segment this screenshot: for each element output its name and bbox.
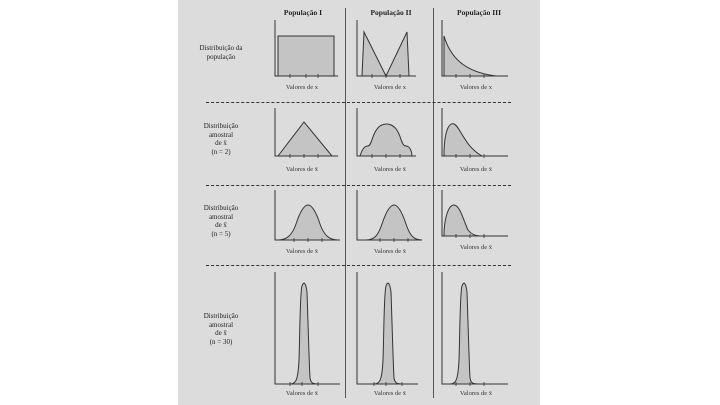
skewed-sampling-curve-n2: [444, 124, 482, 156]
row-label-n2: Distribuição amostral de x̄ (n = 2): [203, 122, 239, 156]
row-label-n30: Distribuição amostral de x̄ (n = 30): [203, 312, 239, 346]
skewed-sampling-curve-n5: [444, 205, 480, 236]
x-axis-label: Valores de x̄: [459, 244, 493, 251]
x-axis-label: Valores de x̄: [459, 390, 493, 397]
axis: [442, 272, 508, 384]
x-axis-label: Valores de x̄: [373, 248, 407, 255]
x-axis-label: Valores de x̄: [285, 166, 319, 173]
uniform-population-curve: [278, 36, 334, 76]
header-pop2: População II: [370, 8, 412, 17]
x-axis-label: Valores de x̄: [459, 166, 493, 173]
textbook-page: [178, 0, 540, 405]
header-pop3: População III: [457, 8, 501, 17]
x-axis-label: Valores de x: [373, 84, 407, 91]
x-axis-label: Valores de x: [459, 84, 493, 91]
x-axis-label: Valores de x̄: [285, 390, 319, 397]
bell-sampling-curve-n5: [278, 205, 338, 240]
skewed-population-curve: [444, 36, 496, 76]
narrow-normal-curve-n30: [450, 283, 478, 384]
narrow-normal-curve-n30: [290, 283, 318, 384]
row-label-n5: Distribuição amostral de x̄ (n = 5): [203, 204, 239, 238]
trimodal-sampling-curve: [360, 124, 412, 156]
header-pop1: População I: [283, 8, 323, 17]
x-axis-label: Valores de x̄: [373, 390, 407, 397]
narrow-normal-curve-n30: [374, 283, 402, 384]
triangular-sampling-curve: [278, 122, 332, 156]
row-label-population: Distribuição da população: [199, 44, 243, 61]
bell-sampling-curve-n5: [366, 205, 422, 240]
bimodal-population-curve: [362, 32, 409, 76]
distribution-plots: [178, 0, 540, 405]
x-axis-label: Valores de x: [285, 84, 319, 91]
x-axis-label: Valores de x̄: [285, 248, 319, 255]
x-axis-label: Valores de x̄: [373, 166, 407, 173]
